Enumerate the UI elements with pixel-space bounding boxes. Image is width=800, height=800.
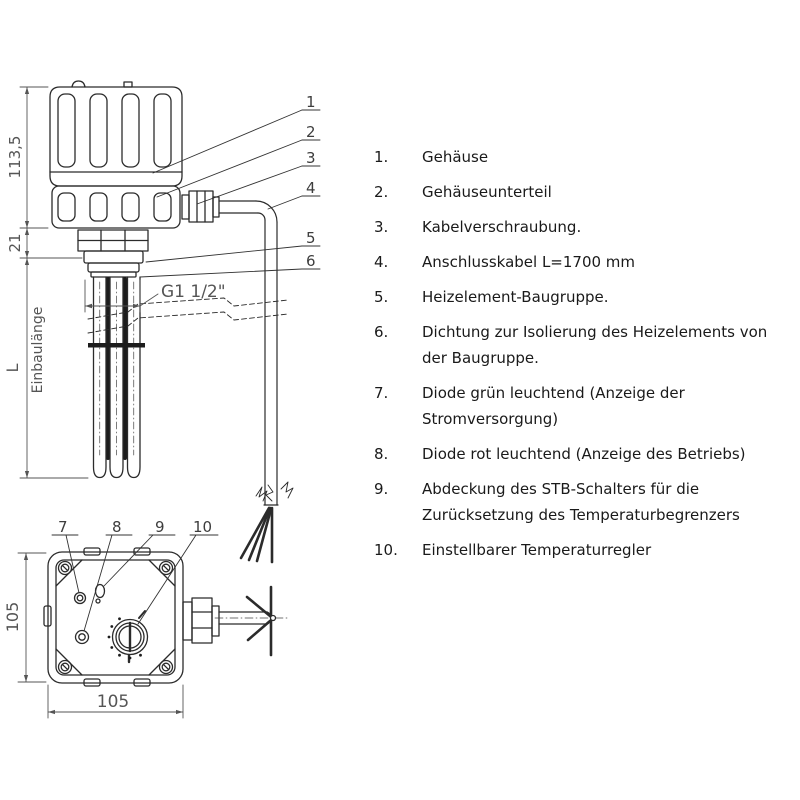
- item-label: Diode rot leuchtend (Anzeige des Betriebs): [422, 445, 746, 463]
- housing-lower: [52, 186, 180, 228]
- callout-10: 10: [193, 518, 213, 536]
- item-number: 10.: [374, 541, 398, 559]
- immersion-length-label: Einbaulänge: [30, 306, 46, 394]
- cable-gland-side: [182, 191, 219, 222]
- parts-list-item: [374, 249, 796, 275]
- callout-9: 9: [155, 518, 165, 536]
- parts-list-item: [374, 476, 796, 528]
- gasket: [91, 272, 136, 277]
- callout-6: 6: [306, 252, 316, 270]
- neck-height-dim: 21: [6, 233, 24, 253]
- parts-list-item: [374, 537, 796, 563]
- item-number: 4.: [374, 253, 389, 271]
- housing-rib: [154, 193, 171, 221]
- parts-list-item: [374, 179, 796, 205]
- item-number: 6.: [374, 323, 389, 341]
- callout-7: 7: [58, 518, 68, 536]
- parts-list-item: [374, 144, 796, 170]
- rod-clamp: [88, 343, 145, 348]
- item-label: Gehäuse: [422, 148, 489, 166]
- flange: [84, 251, 143, 277]
- housing-upper: [50, 81, 182, 186]
- parts-list-item: [374, 284, 796, 310]
- housing-height-dim: 113,5: [6, 135, 24, 179]
- cable-cut-mark: [266, 485, 273, 501]
- item-number: 7.: [374, 384, 389, 402]
- item-number: 5.: [374, 288, 389, 306]
- callouts-top: [140, 93, 320, 277]
- parts-list-item: [374, 214, 796, 240]
- enclosure-box: [44, 548, 183, 686]
- callout-5: 5: [306, 229, 316, 247]
- box-width-dim: 105: [96, 692, 130, 712]
- item-number: 9.: [374, 480, 389, 498]
- item-label: Gehäuseunterteil: [422, 183, 552, 201]
- rod-centerlines: [100, 282, 134, 455]
- connection-cable: [219, 201, 293, 562]
- housing-rib: [58, 193, 75, 221]
- callout-4: 4: [306, 179, 316, 197]
- break-lines: [88, 298, 288, 333]
- housing-top-notch: [124, 82, 132, 87]
- housing-rib: [122, 193, 139, 221]
- item-number: 8.: [374, 445, 389, 463]
- callout-2: 2: [306, 123, 316, 141]
- heater-side-view: [3, 81, 320, 562]
- immersion-length-dim: L: [3, 363, 22, 373]
- housing-rib: [154, 94, 171, 167]
- item-number: 3.: [374, 218, 389, 236]
- item-number: 2.: [374, 183, 389, 201]
- item-number: 1.: [374, 148, 389, 166]
- item-label: Einstellbarer Temperaturregler: [422, 541, 652, 559]
- diode-red: [76, 631, 89, 644]
- housing-top-lug: [72, 81, 85, 87]
- callouts-bottom: [52, 518, 218, 631]
- item-label: Heizelement-Baugruppe.: [422, 288, 609, 306]
- box-dimensions: [3, 553, 183, 718]
- parts-list-item: [374, 380, 796, 432]
- parts-list-item: [374, 441, 796, 467]
- thread-size-label: G1 1/2": [161, 282, 226, 302]
- item-label: Abdeckung des STB-Schalters für die Zurücksetzung des Temperaturbegrenzers: [422, 480, 740, 524]
- housing-rib: [58, 94, 75, 167]
- cable-gland-face: [183, 587, 290, 655]
- callout-1: 1: [306, 93, 316, 111]
- parts-list-item: [374, 319, 796, 371]
- housing-rib: [122, 94, 139, 167]
- item-label: Diode grün leuchtend (Anzeige der Stromversorgung): [422, 384, 685, 428]
- housing-rib: [90, 193, 107, 221]
- housing-rib: [90, 94, 107, 167]
- item-label: Dichtung zur Isolierung des Heizelements von der Baugruppe.: [422, 323, 768, 367]
- callout-3: 3: [306, 149, 316, 167]
- technical-drawing: [0, 0, 360, 800]
- item-label: Kabelverschraubung.: [422, 218, 582, 236]
- parts-list: [374, 144, 796, 572]
- callout-8: 8: [112, 518, 122, 536]
- cable-cut-mark: [281, 482, 293, 498]
- item-label: Anschlusskabel L=1700 mm: [422, 253, 636, 271]
- diode-green: [75, 593, 86, 604]
- cable-wire-ends: [241, 508, 272, 562]
- thread-nut: [78, 230, 148, 251]
- box-height-dim: 105: [3, 601, 22, 633]
- cable-wire-ends-face: [247, 587, 271, 655]
